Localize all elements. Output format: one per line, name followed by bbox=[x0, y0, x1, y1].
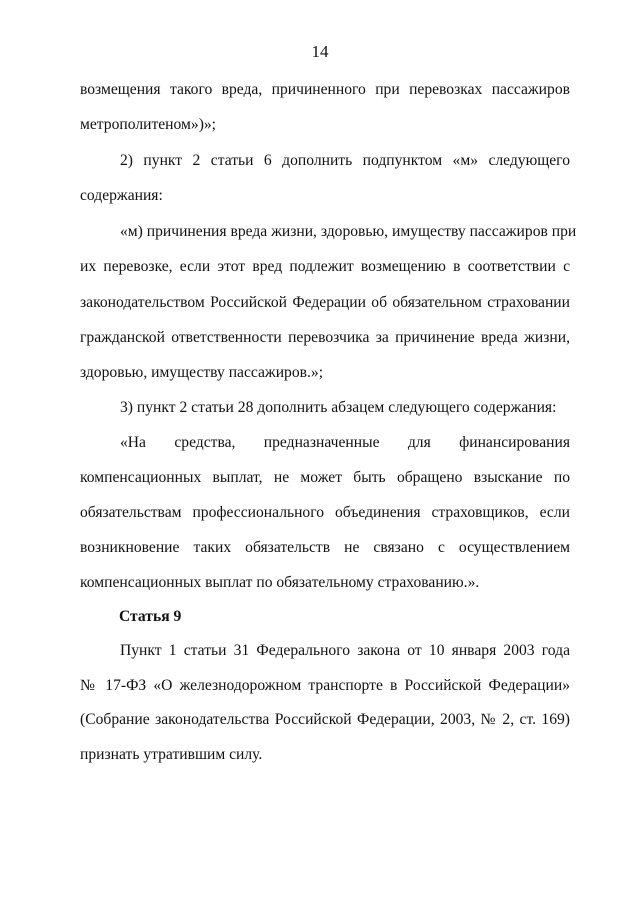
text-line: признать утратившим силу. bbox=[80, 746, 263, 763]
text-line: «На средства, предназначенные для финансирования bbox=[120, 434, 570, 451]
text-line: метрополитеном»)»; bbox=[80, 116, 217, 133]
text-line: возмещения такого вреда, причиненного при перевозках пассажиров bbox=[80, 81, 570, 98]
text-line: (Собрание законодательства Российской Федерации, 2003, № 2, ст. 169) bbox=[80, 711, 570, 728]
article-heading: Статья 9 bbox=[119, 608, 182, 625]
text-line: «м) причинения вреда жизни, здоровью, имуществу пассажиров при bbox=[120, 223, 577, 240]
text-line: Пункт 1 статьи 31 Федерального закона от 10 января 2003 года bbox=[120, 642, 570, 659]
text-line: возникновение таких обязательств не связано с осуществлением bbox=[80, 539, 570, 556]
text-line: компенсационных выплат, не может быть обращено взыскание по bbox=[80, 469, 570, 486]
text-line: № 17-ФЗ «О железнодорожном транспорте в Российской Федерации» bbox=[80, 677, 570, 694]
text-line: содержания: bbox=[80, 187, 163, 204]
text-line: 2) пункт 2 статьи 6 дополнить подпунктом «м» следующего bbox=[120, 152, 570, 169]
text-line: гражданской ответственности перевозчика за причинение вреда жизни, bbox=[80, 329, 570, 346]
text-line: законодательством Российской Федерации об обязательном страховании bbox=[80, 294, 570, 311]
text-line: компенсационных выплат по обязательному страхованию.». bbox=[80, 574, 480, 591]
text-line: их перевозке, если этот вред подлежит возмещению в соответствии с bbox=[80, 258, 570, 275]
page-number: 14 bbox=[311, 42, 329, 61]
text-line: здоровью, имуществу пассажиров.»; bbox=[80, 364, 324, 381]
text-line: обязательствам профессионального объединения страховщиков, если bbox=[80, 504, 570, 521]
text-line: 3) пункт 2 статьи 28 дополнить абзацем следующего содержания: bbox=[120, 399, 557, 416]
